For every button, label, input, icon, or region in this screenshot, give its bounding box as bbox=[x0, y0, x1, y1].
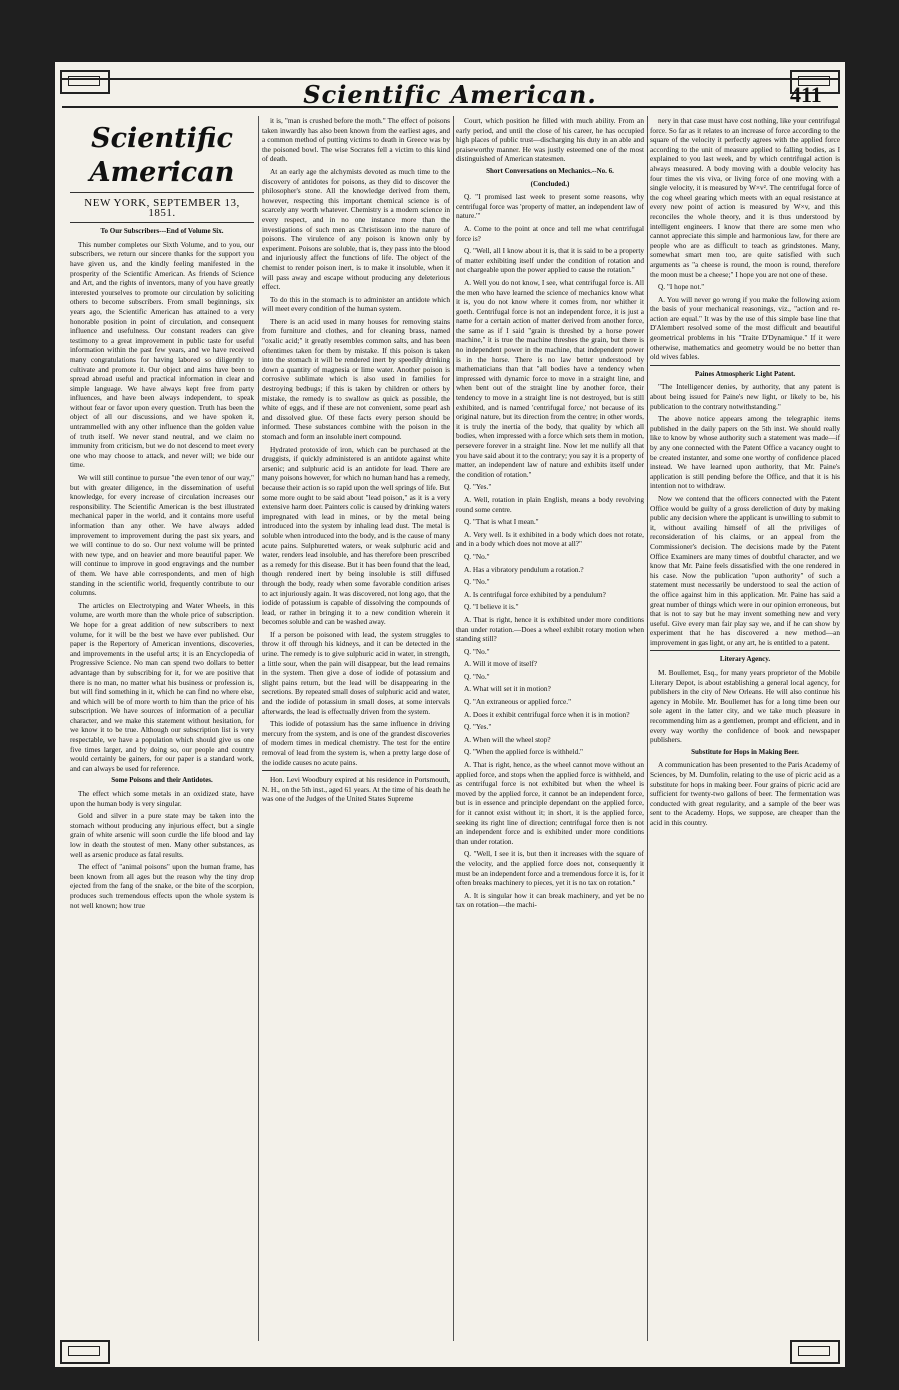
dialogue-line: A. Will it move of itself? bbox=[464, 659, 537, 669]
dialogue-line: A. Well you do not know, I see, what centrifugal force is. All the men who have learned the science of mechanics know what it is, you do not know where it comes from, nor whither it goeth. Centrifugal force is not an independent force, it is just a name for a certain action of matter derived from another force, the same as if I said "grain is threshed by a horse power machine," it is true the machine threshes the grain, but there is no independent power in the machine, that independent power is in the horse. There is no law better understood by mathematicians than that "all bodies have a tendency when impressed with dynamic force to move in a straight line, and when bent out of the straight line by another force, their tendency to move in a straight line is not destroyed, but is still exhibited, and is named 'centrifugal force,' not because of its original nature, but its direction from the centre; in other words, it is truly the inertia of the body, that quality by which all bodies, when impressed with a force which sets them in motion, persevere forever in a straight line. Now let me nullify all that you have said about it to the contrary; you say it is a property of matter, an independent law of nature and exhibits itself under the condition of rotation." bbox=[456, 277, 644, 479]
article-paragraph: "The Intelligencer denies, by authority, that any patent is about being issued for Paine's new light, or likely to be, his publication to the contrary notwithstanding." bbox=[650, 382, 840, 411]
dialogue-line: Q. "No." bbox=[464, 646, 490, 656]
dialogue-line: A. Well, rotation in plain English, means a body revolving round some centre. bbox=[456, 494, 644, 514]
column-rule bbox=[258, 116, 259, 1341]
column-3 bbox=[456, 116, 644, 913]
article-paragraph: Gold and silver in a pure state may be taken into the stomach without producing any injurious effect, but a single grain of white arsenic will soon curdle the life blood and lay low in death the stoutest of men. Many other substances, as well as arsenic produce as fatal results. bbox=[70, 811, 254, 859]
dialogue-line: A. It is singular how it can break machinery, and yet be no tax on rotation—the machi- bbox=[456, 890, 644, 910]
article-paragraph: it is, "man is crushed before the moth." The effect of poisons taken inwardly has also been known from the earliest ages, and a common method of putting victims to death in Greece was by the poisoned bowl. The wise Socrates fell a victim to this kind of death. bbox=[262, 116, 450, 164]
dialogue-line: A. Has a vibratory pendulum a rotation.? bbox=[464, 564, 584, 574]
dialogue-line: Q. "Well, I see it is, but then it increases with the square of the velocity, and the applied force does not, consequently it must be an independent force and a tremendous force it is, for it often breaks machinery to pieces, yet it is no tax on rotation." bbox=[456, 849, 644, 888]
dialogue-line: Q. "Yes." bbox=[464, 722, 492, 732]
article-heading: Short Conversations on Mechanics.--No. 6. bbox=[486, 166, 614, 175]
article-heading: To Our Subscribers---End of Volume Six. bbox=[100, 227, 224, 236]
dialogue-line: A. Very well. Is it exhibited in a body which does not rotate, and in a body which does not move at all?" bbox=[456, 529, 644, 549]
ornament-bottom-left bbox=[60, 1340, 110, 1364]
dialogue-line: A. When will the wheel stop? bbox=[464, 734, 551, 744]
article-heading: Some Poisons and their Antidotes. bbox=[111, 776, 213, 785]
article-paragraph: If a person be poisoned with lead, the system struggles to throw it off through his kidneys, and it can be detected in the urine. The remedy is to give sulphuric acid in water, in strength, a little sour, when the pain will disappear, but the lead remains in the system. Then give a dose of iodide of potassium and slight pains return, but the lead will be disappearing in the secretions. By repeated small doses of sulphuric acid and water, and the iodide of potassium in small doses, at some intervals afterwards, the lead is effectually driven from the system. bbox=[262, 629, 450, 716]
dialogue-line: A. That is right, hence, as the wheel cannot move without an applied force, and stops when the applied force is withheld, and as centrifugal force is not exhibited but when the wheel is moved by the applied force, it cannot be an independent force, but is in essence and principle dependant on the applied force, for it cannot exist without it; in short, it is the applied force, seeking its right line of direction; centrifugal force then is not an independent force and is exhibited under more conditions than under rotation. bbox=[456, 760, 644, 846]
dialogue-line: Q. "No." bbox=[464, 577, 490, 587]
article-paragraph: This number completes our Sixth Volume, and to you, our subscribers, we return our sincere thanks for the support you have given us, and the kindly feeling manifested in the prosperity of the Scientific American. As friends of Science and Art, and the rights of inventors, many of you have greatly interested yourselves to promote our circulation by soliciting others to become subscribers. From small beginnings, six years ago, the Scientific American has attained to a very honorable position in point of circulation, and consequent influence and usefulness. Our constant readers can give testimony to a great improvement in public taste for useful information within the past few years, and we have received many congratulations for having labored so diligently to cultivate and promote it. Our object and aims have been to spread abroad useful and practical information in clear and simple language. We have always kept free from party influences, and have been always independent, to speak without fear or favor upon every question. Truth has been the object of all our discussions, and we have spoken it, untrammelled with any other influence than the golden value of truth itself. We never stand neutral, and we claim no immunity from criticism, but we do not descend to meet every one who may choose to attack, and never will; we bide our time. bbox=[70, 239, 254, 470]
article-subheading: (Concluded.) bbox=[530, 179, 570, 188]
article-paragraph: At an early age the alchymists devoted as much time to the discovery of antidotes for poisons, as they did to discover the philosopher's stone. All the knowledge derived from them, however, respecting this important chemical science is of scarcely any worth whatever. Chemistry is a modern science in every respect, and in no one instance more than the investigations of such men as Christisson into the nature of poisons. The virulence of any poison is known only by experiment. Poisons are soluble, that is, they pass into the blood and injuriously affect the functions of life. The object of the chemist to render poison inert, is to make it insoluble, when it will pass away and escape without producing any deleterious effect. bbox=[262, 166, 450, 292]
article-heading: Literary Agency. bbox=[719, 655, 771, 664]
column-1 bbox=[70, 116, 254, 913]
article-paragraph: A communication has been presented to the Paris Academy of Sciences, by M. Dumfolin, relating to the use of picric acid as a substitute for hops in making beer. Four grains of picric acid are sufficient for twenty-two gallons of beer. The fermentation was conducted with great regularity, and a sample of the beer was sent to the Academy. Hops, we suppose, are cheaper than the acid in this country. bbox=[650, 760, 840, 827]
dialogue-line: A. That is right, hence it is exhibited under more conditions than under rotation.—Does a wheel exhibit rotary motion when standing still? bbox=[456, 614, 644, 644]
dialogue-line: Q. "Yes." bbox=[464, 482, 492, 492]
article-paragraph: M. Boullemet, Esq., for many years proprietor of the Mobile Literary Depot, is about establishing a general local agency, for publishers in the city of New Orleans. He will also continue his agency in Mobile. Mr. Boullemet has for a long time been our sole agent in the latter city, and we take much pleasure in recommending him as a gentlemen, prompt and efficient, and in every way worthy the confidence of book and newspaper publishers. bbox=[650, 668, 840, 745]
dialogue-line: Q. "Well, all I know about it is, that it is said to be a property of matter exhibiting itself under the condition of rotation and not chargeable upon the power applied to cause the rotation." bbox=[456, 246, 644, 275]
article-paragraph: Now we contend that the officers connected with the Patent Office would be guilty of a gross dereliction of duty by making public any decision where the applicant is unwilling to submit to it, without availing himself of all the priviliges of reconsideration of his claims, or an appeal from the Commissioner's decision. The decisions made by the Patent Office Examiners are many times of doubtful character, and we know that Mr. Paine feels dissatisfied with the one rendered in his case. Now the publication "upon authority" of such a statement must necessarily be understood to seal the action of the office against him in this application. Mr. Paine has said a great number of things which were in our opinion erroneous, but that is not to say but he may invent something new and very useful. Give every man fair play say we, and if he can show by experiment that he has discovered a new method—an improvement in gas light, or any art, he is entitled to a patent. bbox=[650, 493, 840, 647]
dialogue-line: A. What will set it in motion? bbox=[464, 684, 551, 694]
column-rule bbox=[453, 116, 454, 1341]
ornament-bottom-right bbox=[790, 1340, 840, 1364]
issue-date: NEW YORK, SEPTEMBER 13, 1851. bbox=[84, 197, 240, 219]
dialogue-line: A. You will never go wrong if you make the following axiom the basis of your mechanical reasonings, viz., "action and re-action are equal." It was by the use of this simple base line that D'Alembert resolved some of the most difficult and beautiful geometrical problems in his "Traite D'Dynamique." If it were otherwise, mathematics and geometry would be no better than old wives fables. bbox=[650, 294, 840, 362]
article-paragraph: We will still continue to pursue "the even tenor of our way," but with greater diligence, in the dissemination of useful knowledge, for every increase of circulation increases our responsibility. The Scientific American is the best illustrated mechanical paper in the world, and it contains more useful information than any other. We have always added improvement to improvement during the past six years, and we will continue to do so. Our next volume will be printed with new type, and on heavier and more beautiful paper. We will continue to improve in good engravings and the number of them. We have able correspondents, and men of high standing in the scientific world, frequently contribute to our columns. bbox=[70, 473, 254, 598]
dialogue-line: A. Come to the point at once and tell me what centrifugal force is? bbox=[456, 223, 644, 243]
divider bbox=[70, 222, 254, 223]
article-paragraph: Hon. Levi Woodbury expired at his residence in Portsmouth, N. H., on the 5th inst., aged 61 years. At the time of his death he was one of the Judges of the United States Supreme bbox=[262, 775, 450, 804]
article-paragraph: The effect of "animal poisons" upon the human frame, has been known from all ages but the reason why the tiny drop ejected from the fang of the snake, or the bite of the scorpion, produces such tremendous effects upon the whole system is not well known; how true bbox=[70, 862, 254, 910]
article-paragraph: The effect which some metals in an oxidized state, have upon the human body is very singular. bbox=[70, 789, 254, 808]
dialogue-line: A. Does it exhibit centrifugal force when it is in motion? bbox=[464, 709, 630, 719]
dialogue-line: Q. "That is what I mean." bbox=[464, 517, 539, 527]
article-paragraph: This iodide of potassium has the same influence in driving mercury from the system, and is one of the grandest discoveries of modern times in medical chemistry. The test for the entire removal of lead from the system is, when a pretty large dose of the iodide causes no acute pains. bbox=[262, 719, 450, 767]
dialogue-line: Q. "I promised last week to present some reasons, why centrifugal force was 'property of matter, an independent law of nature.'" bbox=[456, 192, 644, 221]
article-paragraph: To do this in the stomach is to administer an antidote which will meet every condition of the human system. bbox=[262, 294, 450, 314]
article-paragraph: The above notice appears among the telegraphic items published in the daily papers on the 5th inst. We should really like to know by whose authority such a statement was made—if by any one connected with the Patent Office a vacancy ought to be created instanter, and some one worthy of confidence placed instead. We have learned upon authority, that Mr. Paine's application is still pending before the Office, and that it is his intention not to withdraw. bbox=[650, 414, 840, 491]
dialogue-line: A. Is centrifugal force exhibited by a pendulum? bbox=[464, 589, 606, 599]
ornament-top-left bbox=[60, 70, 110, 94]
article-heading: Substitute for Hops in Making Beer. bbox=[691, 747, 799, 756]
divider bbox=[70, 192, 254, 193]
article-paragraph: There is an acid used in many houses for removing stains from furniture and clothes, and for cleaning brass, named "oxalic acid;" it greatly resembles common salts, and has been oftentimes taken for them by mistake. If this poison is taken into the stomach it will be rendered inert by speedily drinking down a quantity of magnesia or lime water. Another poison is corrosive sublimate which is also used in families for destroying bedbugs; if this is taken by children or others by mistake, the remedy is to swallow as quick as possible, the white of eggs, and if these are not convenient, some pearl ash and dissolved glue. Of these facts every person should be informed. These substances combine with the poison in the stomach and form an insoluble inert compound. bbox=[262, 316, 450, 441]
divider bbox=[650, 650, 840, 651]
page-number: 411 bbox=[790, 82, 822, 107]
article-heading: Paines Atmospheric Light Patent. bbox=[694, 369, 796, 378]
dialogue-line: Q. "No." bbox=[464, 551, 490, 561]
article-paragraph: Court, which position he filled with much ability. From an early period, and until the close of his career, he has occupied high places of public trust—discharging his duty in an able and praiseworthy manner. He was justly esteemed one of the most distinguished of American statesmen. bbox=[456, 116, 644, 164]
masthead-title: Scientific American bbox=[89, 123, 235, 188]
column-rule bbox=[647, 116, 648, 1341]
column-4 bbox=[650, 116, 840, 831]
column-2 bbox=[262, 116, 450, 807]
running-head: Scientific American. bbox=[303, 80, 597, 109]
article-paragraph: nery in that case must have cost nothing, like your centrifugal force. So far as it relates to an increase of force according to the square of the velocity it perfectly agrees with the applied force according to the unit of measure applied to falling bodies, as I explained to you last week, and by which centrifugal action is always measured. A body moving with a double velocity has four times the vis viva, or living force of one moving with a single velocity, it is measured by W×v². The centrifugal force of the cog wheel gearing which meets with an equal resistance at every new point of action is measured by W×v, and this reconciles the whole theory, and it is thus understood by intelligent engineers. I know that there are some men who cannot appreciate this simple and harmonious law, for there are people who are as difficult to teach as grindstones. Many, somewhat smart men too, are quite satisfied with such arguments as "a cheese is round, the moon is round, therefore the moon must be a cheese;" I hope you are not one of these. bbox=[650, 116, 840, 279]
article-paragraph: The articles on Electrotyping and Water Wheels, in this volume, are worth more than the whole price of subscription. We hope for a great addition of new subscribers to next volume, for it will be the best we have ever published. Our paper is the Repertory of American inventions, discoveries, and improvements in the useful arts; it is an Encyclopedia of Progressive Science. No man can spend two dollars to better advantage than by subscribing for it, for we are positive that there is no man, no matter what his business or profession is, but will find something in it, which he can find no where else, and which will be of more worth to him than the price of his subscription. We have sources of information of a peculiar character, and we make this statement without hesitation, for we know it to be true. Although our subscription list is very respectable, we have a population which should give us one five times larger, and by doing so, our people and country would certainly be gainers, for our paper is a standard work, and can always be used for reference. bbox=[70, 600, 254, 773]
divider bbox=[262, 770, 450, 771]
divider bbox=[650, 365, 840, 366]
dialogue-line: Q. "I hope not." bbox=[658, 282, 705, 292]
dialogue-line: Q. "No." bbox=[464, 671, 490, 681]
dialogue-line: Q. "An extraneous or applied force." bbox=[464, 697, 572, 707]
article-paragraph: Hydrated protoxide of iron, which can be purchased at the druggists, if quickly administered is an antidote against white arsenic; and sulphuric acid is an antidote for lead. There are many poisons however, for which no human hand has a remedy, because their action is so rapid upon the well springs of life. But some more ought to be said about "lead poison," as it is a very extensive harm doer. Painters colic is caused by drinking waters impregnated with lead in mines, or by the metal being introduced into the system by inhaling lead dust. The metal is soluble when introduced into the body, and is the cause of many acute pains. Sulphuretted waters, or weak sulphuric acid and water, renders lead insoluble, and has therefore been prescribed as a remedy for this disease. But it has been found that the lead, though rendered inert by being insoluble is still diffused through the body, ready when some favorable condition arises to act injuriously again. It was discovered, not long ago, that the iodide of potassium is capable of dissolving the compounds of lead, or rather in bringing it to a new condition wherein it becomes soluble and can be washed away. bbox=[262, 444, 450, 627]
dialogue-line: Q. "When the applied force is withheld." bbox=[464, 747, 584, 757]
dialogue-line: Q. "I believe it is." bbox=[464, 602, 519, 612]
